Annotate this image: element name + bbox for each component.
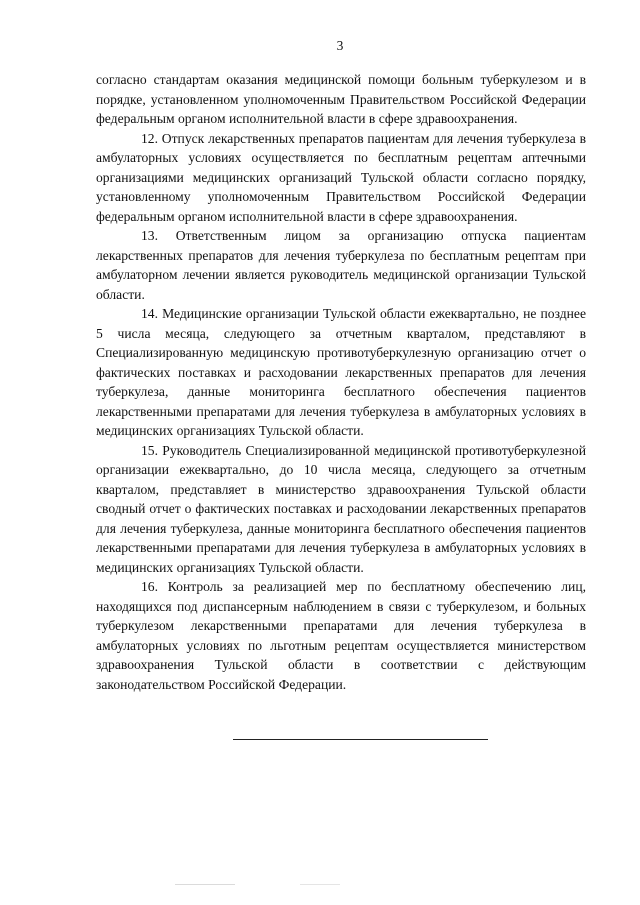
paragraph-item-12: 12. Отпуск лекарственных препаратов пациентам для лечения туберкулеза в амбулаторных условиях осуществляется по бесплатным рецептам аптечными организациями медицинских организаций Тульской области согласно порядку, установленному уполномоченным Правительством Российской Федерации федеральным органом исполнительной власти в сфере здравоохранения. [96, 130, 586, 224]
scan-artifact [175, 884, 235, 885]
paragraph-item-15: 15. Руководитель Специализированной медицинской противотуберкулезной организации ежеквартально, до 10 числа месяца, следующего за отчетным кварталом, представляет в министерство здравоохранения Тульской области сводный отчет о фактических поставках и расходовании лекарственных препаратов для лечения туберкулеза, данные мониторинга бесплатного обеспечения пациентов лекарственными препаратами для лечения туберкулеза в амбулаторных условиях в медицинских организациях Тульской области. [96, 442, 586, 575]
document-body [96, 70, 586, 694]
scan-artifact [300, 884, 340, 885]
paragraph-item-14: 14. Медицинские организации Тульской области ежеквартально, не позднее 5 числа месяца, следующего за отчетным кварталом, представляют в Специализированную медицинскую противотуберкулезную организацию отчет о фактических поставках и расходовании лекарственных препаратов для лечения туберкулеза, данные мониторинга бесплатного обеспечения пациентов лекарственными препаратами для лечения туберкулеза в амбулаторных условиях в медицинских организациях Тульской области. [96, 306, 586, 438]
paragraph-continuation: согласно стандартам оказания медицинской помощи больным туберкулезом и в порядке, установленном уполномоченным Правительством Российской Федерации федеральным органом исполнительной власти в сфере здравоохранения. [96, 72, 586, 126]
paragraph-item-16: 16. Контроль за реализацией мер по бесплатному обеспечению лиц, находящихся под диспансерным наблюдением в связи с туберкулезом, и больных туберкулезом лекарственными препаратами для лечения туберкулеза в амбулаторных условиях по льготным рецептам осуществляется министерством здравоохранения Тульской области в соответствии с действующим законодательством Российской Федерации. [96, 579, 586, 692]
end-of-document-rule [233, 739, 488, 740]
page-number: 3 [336, 38, 344, 53]
paragraph-item-13: 13. Ответственным лицом за организацию отпуска пациентам лекарственных препаратов для лечения туберкулеза по бесплатным рецептам при амбулаторном лечении является руководитель медицинской организации Тульской области. [96, 228, 586, 302]
